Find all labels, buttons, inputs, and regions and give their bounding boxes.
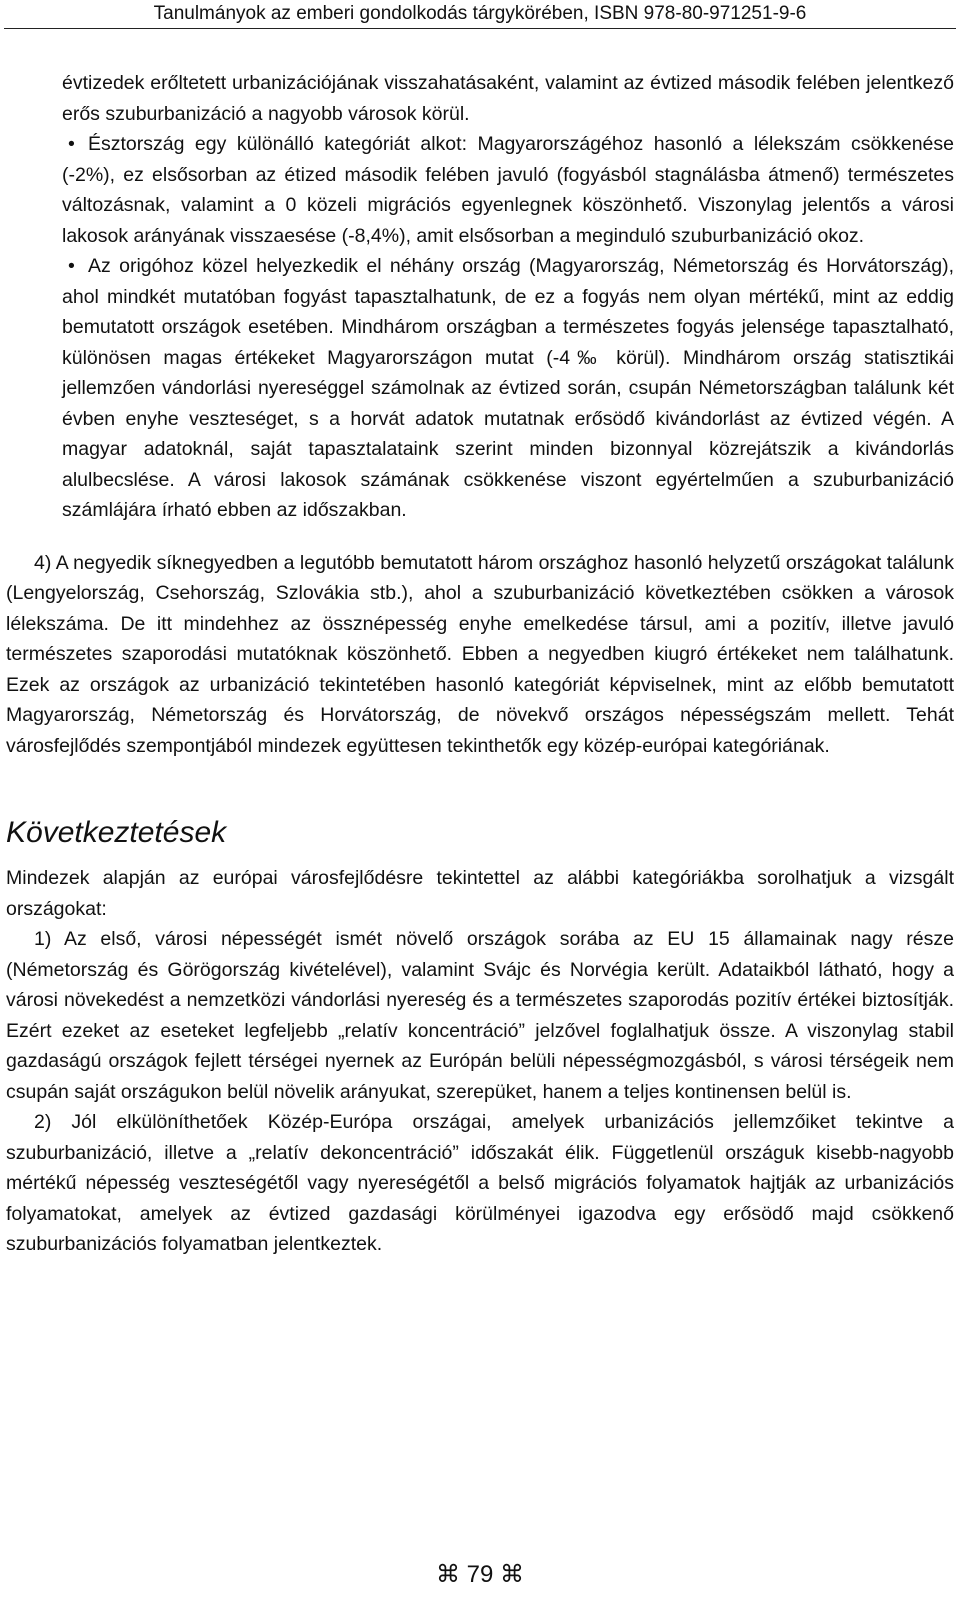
conclusion-item-1: 1) Az első, városi népességét ismét növelő országok sorába az EU 15 államainak nagy része (Németország és Görögország kivételével), valamint Svájc és Norvégia került. Adataikból látható, hogy a városi növekedést a nemzetközi vándorlási nyereség és a természetes szaporodás pozitív értékei biztosítják. Ezért ezeket az eseteket legfeljebb „relatív koncentráció” jelzővel foglalhatjuk össze. A viszonylag stabil gazdaságú országok fejlett térségei nyernek az Európán belüli népességmozgásból, s városi térségeik nem csupán saját országukon belül növelik arányukat, szerepüket, hanem a teljes kontinensen belül is. [6, 928, 954, 1103]
page-content [6, 68, 954, 1260]
running-header: Tanulmányok az emberi gondolkodás tárgykörében, ISBN 978-80-971251-9-6 [153, 3, 807, 24]
command-glyph-icon: ⌘ [435, 1560, 460, 1588]
command-glyph-icon: ⌘ [500, 1560, 525, 1588]
page-footer [0, 1558, 960, 1591]
bullet-icon: • [68, 255, 75, 277]
bullet-icon: • [68, 133, 75, 155]
bullet-origin-text: Az origóhoz közel helyezkedik el néhány ország (Magyarország, Németország és Horvátország), ahol mindkét mutatóban fogyást tapasztalhatunk, de ez a fogyás nem olyan mértékű, mint az eddig bemutatott országok esetében. Mindhárom országban a természetes fogyás jelensége tapasztalható, különösen magas értékeket Magyarországon mutat (-4‰ körül). Mindhárom ország statisztikái jellemzően vándorlási nyereséggel számolnak az évtized során, csupán Németországban találunk két évben enyhe veszteséget, s a horvát adatok mutatnak erősödő kivándorlást az évtized végén. A magyar adatoknál, saját tapasztalataink szerint minden bizonnyal közrejátszik a kivándorlás alulbecslése. A városi lakosok számának csökkenése viszont egyértelműen a szuburbanizáció számlájára írható ebben az időszakban. [62, 255, 954, 521]
conclusion-item-2: 2) Jól elkülöníthetőek Közép-Európa országai, amelyek urbanizációs jellemzőiket tekintve a szuburbanizáció, illetve a „relatív dekoncentráció” időszakát élik. Függetlenül országuk kisebb-nagyobb mértékű népesség veszteségétől vagy nyereségétől a belső migrációs folyamatok hajtják az urbanizációs folyamatokat, amelyek az évtized gazdasági körülményei igazodva egy erősödő majd csökkenő szuburbanizációs folyamatban jelentkeztek. [6, 1111, 954, 1255]
paragraph-fourth-quadrant: 4) A negyedik síknegyedben a legutóbb bemutatott három országhoz hasonló helyzetű országokat találunk (Lengyelország, Csehország, Szlovákia stb.), ahol a szuburbanizáció következtében csökken a városok lélekszáma. De itt mindehhez az össznépesség enyhe emelkedése társul, ami a pozitív, illetve javuló természetes szaporodási mutatóknak köszönhető. Ebben a negyedben kiugró értékeket nem találhatunk. Ezek az országok az urbanizáció tekintetében hasonló kategóriát képviselnek, mint az előbb bemutatott Magyarország, Németország és Horvátország, de növekvő országos népességszám mellett. Tehát városfejlődés szempontjából mindezek együttesen tekinthetők egy közép-európai kategóriának. [6, 551, 954, 757]
conclusion-intro: Mindezek alapján az európai városfejlődésre tekintettel az alábbi kategóriákba sorolhatjuk a vizsgált országokat: [6, 867, 954, 920]
bullet-origin-countries [6, 251, 954, 526]
section-heading: Következtetések [6, 816, 227, 849]
header-divider [4, 28, 956, 29]
page-number: 79 [466, 1561, 494, 1588]
bullet-estonia-text: Észtország egy különálló kategóriát alkot: Magyarországéhoz hasonló a lélekszám csökkenése (-2%), ez elsősorban az étized második felében javuló (fogyásból stagnálásba átmenő) természetes változásnak, valamint a 0 közeli migrációs egyenlegnek köszönhető. Viszonylag jelentős a városi lakosok arányának visszaesése (-8,4%), amit elsősorban a meginduló szuburbanizáció okoz. [62, 133, 954, 247]
continuation-paragraph: évtizedek erőltetett urbanizációjának visszahatásaként, valamint az évtized második felében jelentkező erős szuburbanizáció a nagyobb városok körül. [62, 72, 954, 125]
bullet-estonia [6, 129, 954, 251]
